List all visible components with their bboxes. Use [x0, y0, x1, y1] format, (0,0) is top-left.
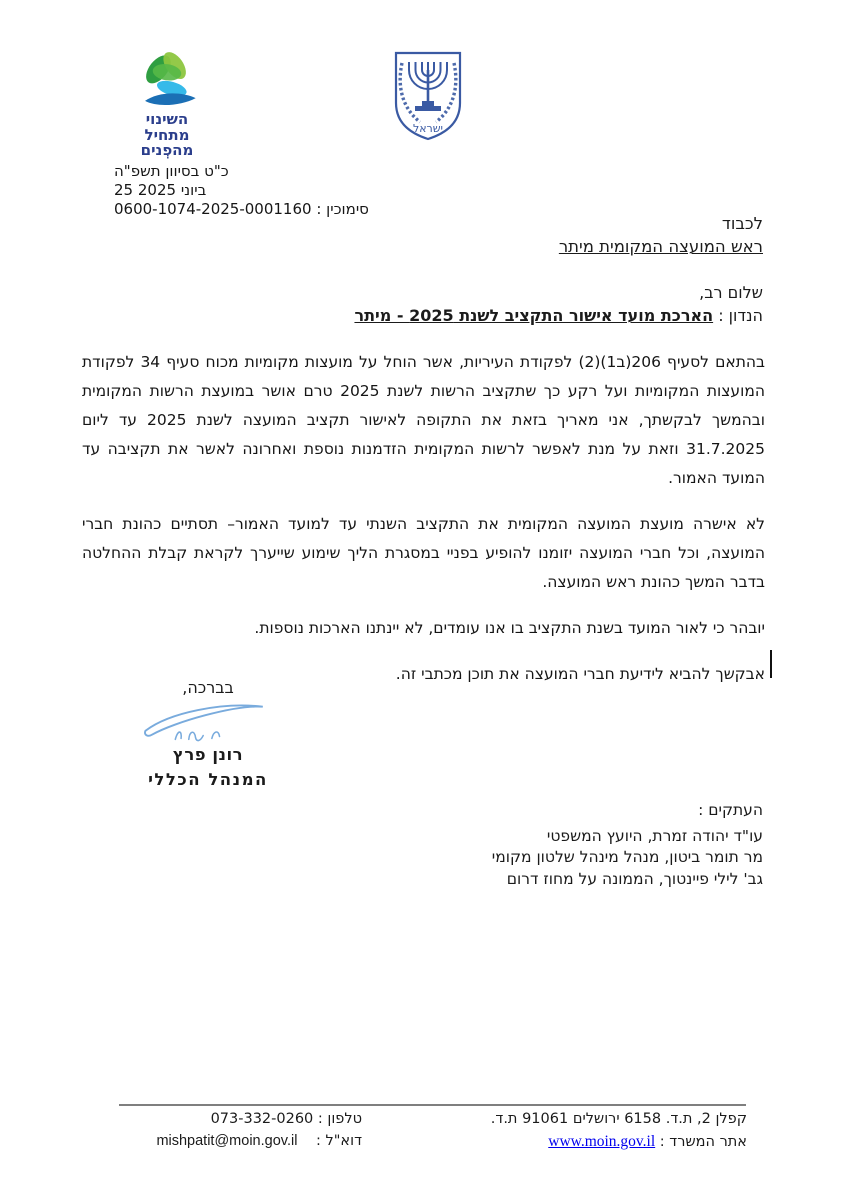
email-line — [156, 1131, 362, 1153]
gregorian-date: 25 ביוני 2025 — [114, 181, 207, 199]
subject-text: הארכת מועד אישור התקציב לשנת 2025 - מיתר — [354, 306, 714, 325]
email-label: דוא"ל : — [316, 1132, 362, 1149]
copies-label: העתקים : — [698, 801, 763, 819]
phone-number: 073-332-0260 — [210, 1111, 314, 1127]
recipient-block — [559, 212, 763, 258]
office-address: קפלן 2, ת.ד. 6158 ירושלים 91061 ת.ד. — [490, 1111, 747, 1127]
logo-slogan-line: מתחיל — [144, 125, 190, 144]
recipient-addressee: ראש המועצה המקומית מיתר — [558, 237, 763, 256]
letter-body — [82, 348, 765, 706]
signer-name: רונן פרץ — [172, 745, 244, 764]
signature-closing: בברכה, — [182, 678, 234, 697]
copies-item: גב' לילי פיינטוך, הממונה על מחוז דרום — [506, 869, 763, 888]
subject-line — [354, 306, 763, 325]
footer-contact-column — [156, 1109, 362, 1152]
signer-title: המנהל הכללי — [148, 770, 268, 789]
body-paragraph: יובהר כי לאור המועד בשנת התקציב בו אנו עומדים, לא יינתנו הארכות נוספות. — [254, 619, 765, 637]
scan-artifact-mark — [770, 650, 772, 678]
ministry-logo — [112, 46, 222, 159]
body-paragraph: אבקשך להביא לידיעת חברי המועצה את תוכן מכתבי זה. — [395, 665, 765, 683]
reference-number: 0600-1074-2025-0001160 — [114, 200, 312, 218]
website-line — [491, 1131, 747, 1154]
israel-state-emblem — [387, 48, 469, 145]
greeting: שלום רב, — [699, 283, 763, 302]
copies-block — [492, 800, 763, 890]
website-label: אתר המשרד : — [659, 1133, 747, 1150]
email-address: mishpatit@moin.gov.il — [156, 1132, 298, 1149]
reference-label: סימוכין : — [316, 200, 369, 218]
body-paragraph: בהתאם לסעיף 206(ב1)(2) לפקודת העיריות, אשר הוחל על מועצות מקומיות מכוח סעיף 34 לפקודת המועצות המקומיות ועל רקע כך שתקציב הרשות לשנת 2025 טרם אושר במועצת הרשות המקומית ובהמשך לבקשתך, אני מאריך בזאת את התקופה לאישור תקציב המועצה לשנת 2025 עד ליום 31.7.2025 וזאת על מנת לאפשר לרשות המקומית הזדמנות נוספת ואחרונה לאשר את תקציבה עד המועד האמור. — [82, 353, 766, 487]
recipient-salutation: לכבוד — [721, 214, 763, 233]
body-paragraph: לא אישרה מועצת המועצה המקומית את התקציב השנתי עד למועד האמור– תסתיים כהונת חברי המועצה, וכל חברי המועצה יזומנו להופיע בפניי במסגרת הליך שימוע שייערך לקראת קבלת ההחלטה בדבר המשך כהונת ראש המועצה. — [82, 515, 765, 591]
copies-item: מר תומר ביטון, מנהל מינהל שלטון מקומי — [491, 848, 763, 866]
footer-address-column — [491, 1109, 747, 1153]
logo-slogan-line: מהפְנים — [140, 141, 194, 159]
signature-block — [124, 678, 292, 789]
website-link[interactable]: www.moin.gov.il — [548, 1132, 656, 1150]
copies-item: עו"ד יהודה זמרת, היועץ המשפטי — [546, 826, 763, 845]
logo-slogan-line: השינוי — [145, 110, 189, 128]
hebrew-date: כ"ט בסיוון תשפ"ה — [114, 162, 229, 180]
subject-label: הנדון : — [718, 306, 763, 325]
handwritten-signature — [139, 699, 277, 749]
emblem-israel-text: ישראל — [412, 122, 444, 135]
leaves-logo-icon — [124, 46, 210, 110]
reference-line — [114, 200, 369, 219]
phone-line — [156, 1109, 362, 1131]
phone-label: טלפון : — [317, 1111, 362, 1127]
footer-divider — [119, 1104, 746, 1106]
letter-meta-block — [114, 162, 369, 219]
